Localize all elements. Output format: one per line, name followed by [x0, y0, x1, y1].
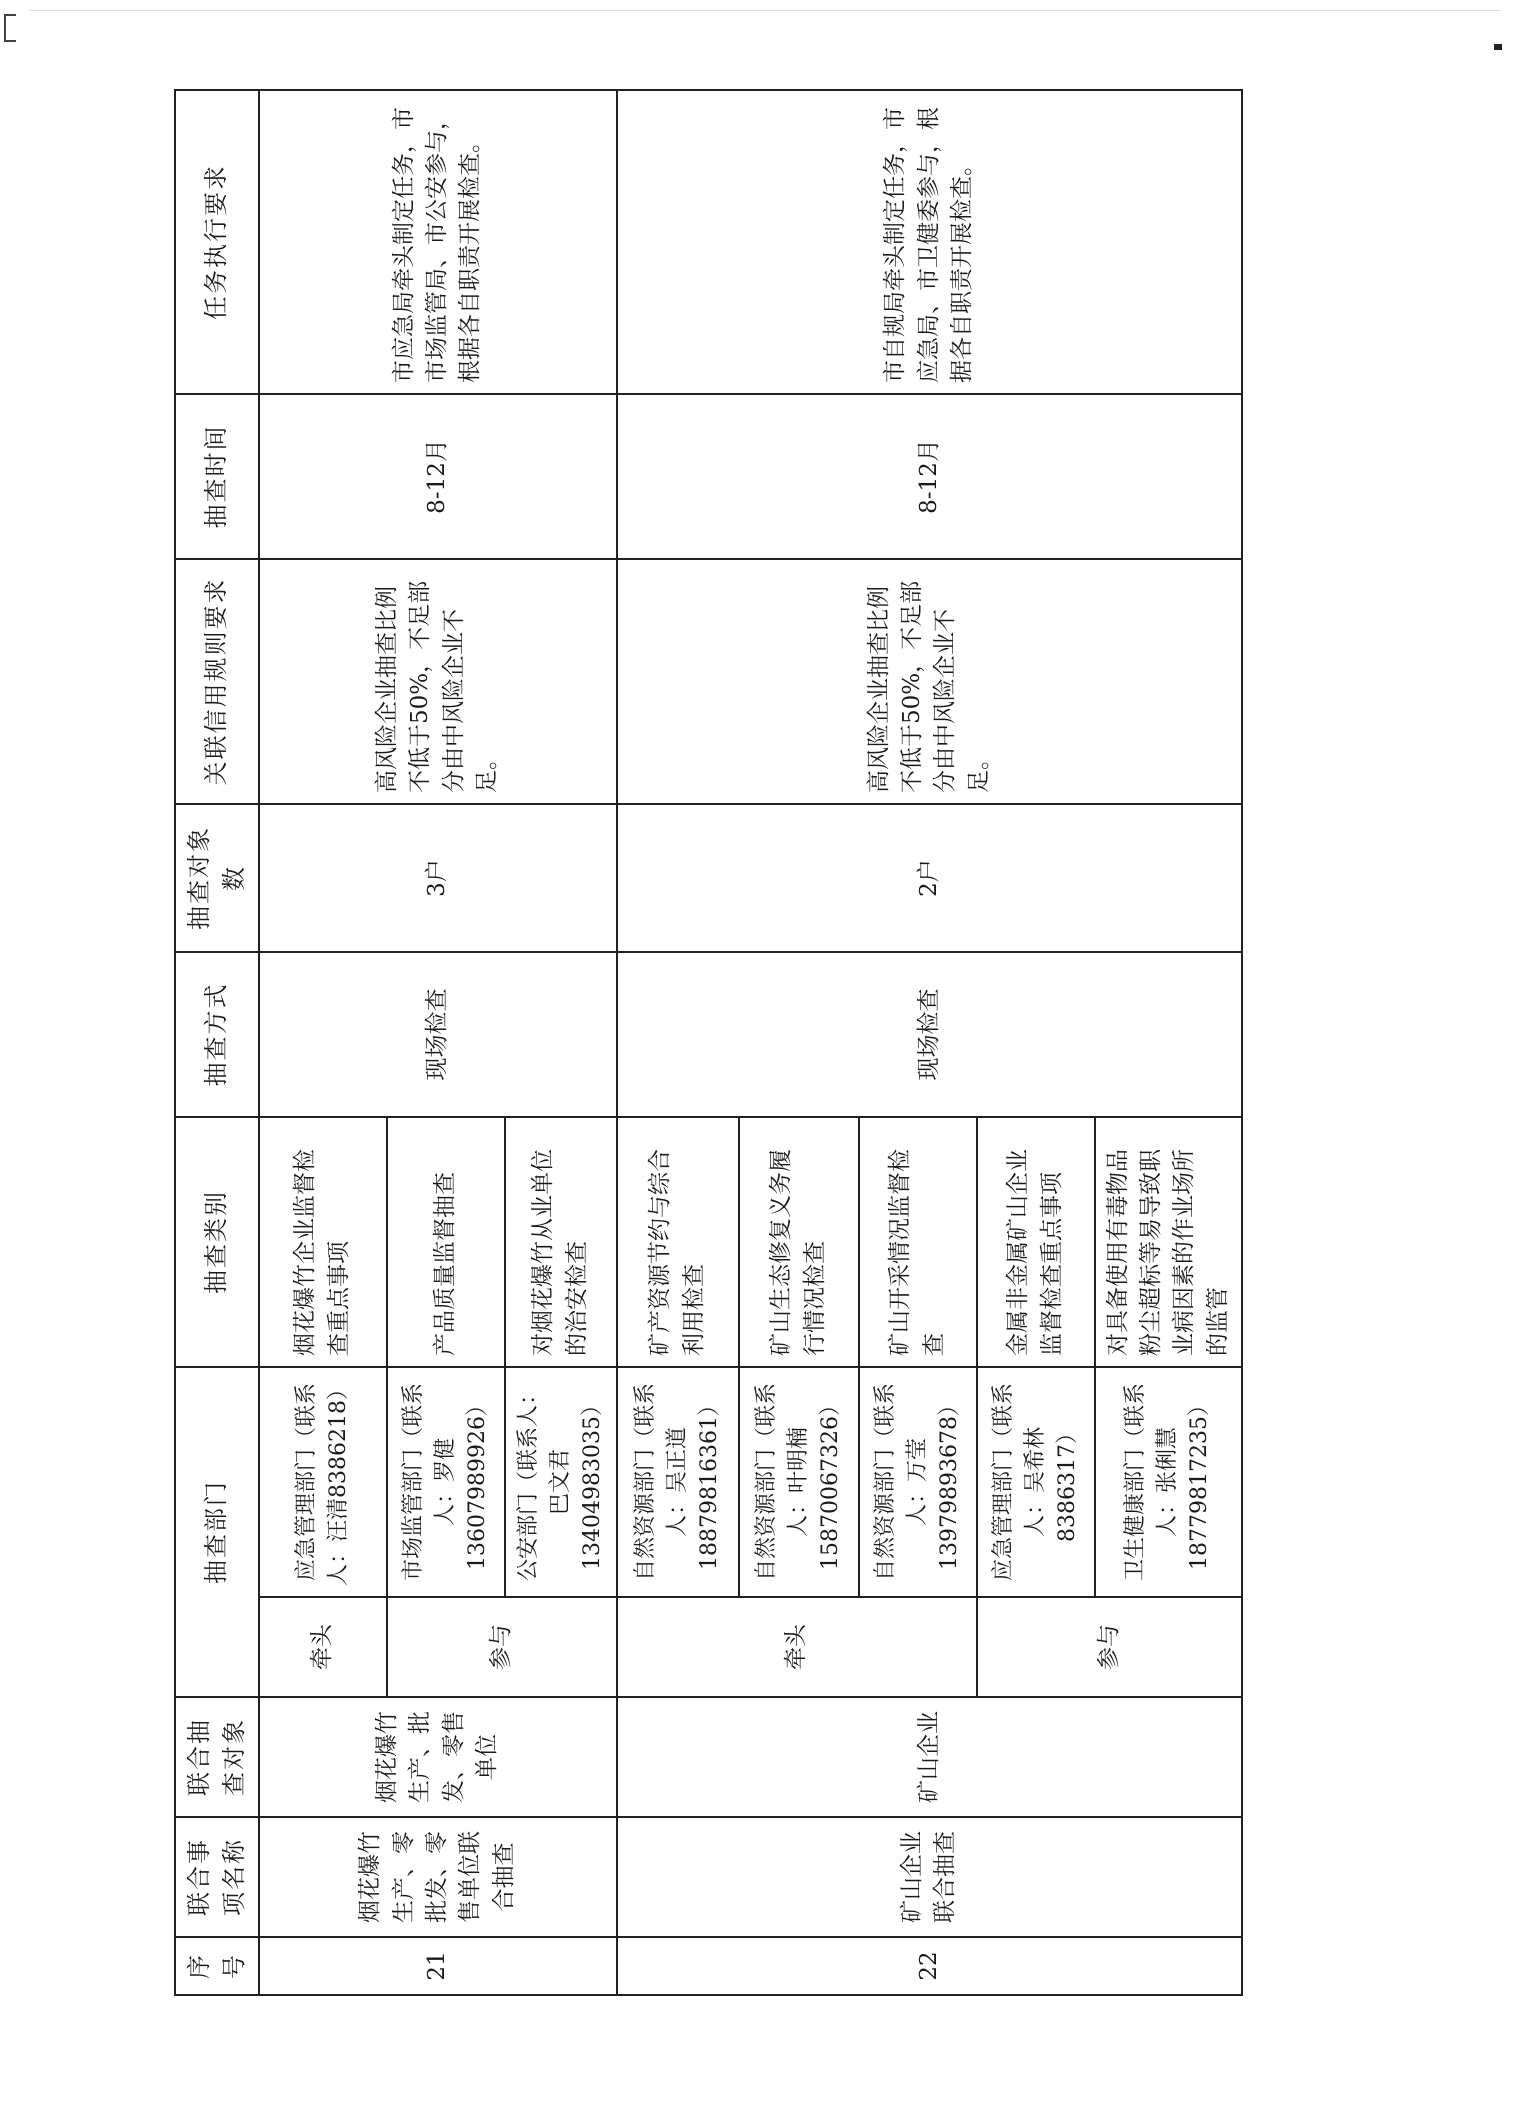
dept-cell: 公安部门（联系人：巴文君13404983035） — [505, 1367, 617, 1597]
category-cell: 对烟花爆竹从业单位的治安检查 — [505, 1117, 617, 1367]
table-row — [259, 90, 387, 1995]
lead-label: 牵头 — [617, 1597, 977, 1697]
row-seq: 22 — [617, 1937, 1242, 1995]
header-time: 抽查时间 — [175, 394, 259, 559]
header-dept: 抽查部门 — [175, 1367, 259, 1697]
credit-cell: 高风险企业抽查比例不低于50%，不足部分由中风险企业不足。 — [617, 559, 1242, 804]
header-credit: 关联信用规则要求 — [175, 559, 259, 804]
category-cell: 金属非金属矿山企业监督检查重点事项 — [977, 1117, 1095, 1367]
lead-label: 牵头 — [259, 1597, 387, 1697]
header-item-name: 联合事项名称 — [175, 1817, 259, 1937]
header-method: 抽查方式 — [175, 952, 259, 1117]
dept-cell: 卫生健康部门（联系人：张俐慧18779817235） — [1095, 1367, 1242, 1597]
count-cell: 3户 — [259, 804, 617, 952]
method-cell: 现场检查 — [259, 952, 617, 1117]
header-seq: 序号 — [175, 1937, 259, 1995]
time-cell: 8-12月 — [617, 394, 1242, 559]
dept-cell: 应急管理部门（联系人：吴希林8386317） — [977, 1367, 1095, 1597]
category-cell: 矿山开采情况监督检查 — [859, 1117, 977, 1367]
category-cell: 烟花爆竹企业监督检查重点事项 — [259, 1117, 387, 1367]
dept-cell: 市场监管部门（联系人：罗健13607989926） — [387, 1367, 505, 1597]
method-cell: 现场检查 — [617, 952, 1242, 1117]
category-cell: 产品质量监督抽查 — [387, 1117, 505, 1367]
participate-label: 参与 — [387, 1597, 617, 1697]
participate-label: 参与 — [977, 1597, 1242, 1697]
inspection-plan-table — [174, 89, 1243, 1996]
header-requirement: 任务执行要求 — [175, 90, 259, 394]
category-cell: 矿山生态修复义务履行情况检查 — [739, 1117, 859, 1367]
row-seq: 21 — [259, 1937, 617, 1995]
dept-cell: 自然资源部门（联系人：吴正道18879816361） — [617, 1367, 739, 1597]
requirement-cell: 市自规局牵头制定任务，市应急局、市卫健委参与，根据各自职责开展检查。 — [617, 90, 1242, 394]
credit-cell: 高风险企业抽查比例不低于50%，不足部分由中风险企业不足。 — [259, 559, 617, 804]
category-cell: 矿产资源节约与综合利用检查 — [617, 1117, 739, 1367]
category-cell: 对具备使用有毒物品粉尘超标等易导致职业病因素的作业场所的监管 — [1095, 1117, 1242, 1367]
dept-cell: 自然资源部门（联系人：万莹13979893678） — [859, 1367, 977, 1597]
header-row — [175, 90, 259, 1995]
dept-cell: 应急管理部门（联系人：汪清8386218） — [259, 1367, 387, 1597]
count-cell: 2户 — [617, 804, 1242, 952]
row-target: 烟花爆竹生产、批发、零售单位 — [259, 1697, 617, 1817]
header-category: 抽查类别 — [175, 1117, 259, 1367]
dept-cell: 自然资源部门（联系人：叶明楠15870067326） — [739, 1367, 859, 1597]
row-target: 矿山企业 — [617, 1697, 1242, 1817]
header-count: 抽查对象数 — [175, 804, 259, 952]
row-item-name: 烟花爆竹生产、零批发、零售单位联合抽查 — [259, 1817, 617, 1937]
row-item-name: 矿山企业联合抽查 — [617, 1817, 1242, 1937]
header-target: 联合抽查对象 — [175, 1697, 259, 1817]
requirement-cell: 市应急局牵头制定任务，市市场监管局、市公安参与，根据各自职责开展检查。 — [259, 90, 617, 394]
table-row — [617, 90, 739, 1995]
time-cell: 8-12月 — [259, 394, 617, 559]
